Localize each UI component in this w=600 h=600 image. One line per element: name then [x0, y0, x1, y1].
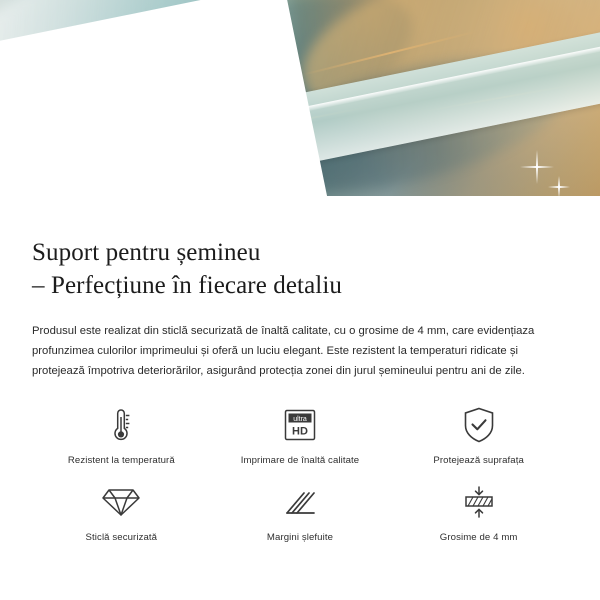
page-title	[32, 222, 568, 303]
hero-product-image	[0, 0, 600, 222]
feature-item-print-quality	[211, 403, 390, 466]
polished-edges-icon	[281, 480, 319, 524]
thickness-4mm-icon	[459, 480, 499, 524]
diamond-icon	[101, 480, 141, 524]
feature-item-tempered-glass	[32, 480, 211, 543]
ultra-badge-text: ultra	[293, 415, 307, 423]
feature-grid	[32, 403, 568, 543]
page-title-line-1: Suport pentru șemineu	[32, 239, 261, 266]
feature-label: Protejează suprafața	[433, 454, 524, 466]
feature-label: Sticlă securizată	[85, 531, 158, 543]
feature-item-polished-edges	[211, 480, 390, 543]
feature-item-surface-protection	[389, 403, 568, 466]
thermometer-icon	[104, 403, 138, 447]
page-title-line-2: – Perfecțiune în fiecare detaliu	[32, 272, 342, 300]
hero-white-mask-bottom	[0, 196, 600, 222]
feature-label: Rezistent la temperatură	[67, 454, 175, 466]
feature-label: Grosime de 4 mm	[439, 531, 518, 543]
feature-item-temperature-resistant	[32, 403, 211, 466]
ultra-hd-icon	[281, 403, 319, 447]
hd-badge-text: HD	[292, 425, 308, 438]
shield-check-icon	[461, 403, 497, 447]
feature-label: Imprimare de înaltă calitate	[240, 454, 360, 466]
hero-white-mask-left	[0, 0, 332, 222]
content-area	[0, 222, 600, 543]
feature-item-thickness	[389, 480, 568, 543]
product-description-paragraph: Produsul este realizat din sticlă securizată de înaltă calitate, cu o grosime de 4 mm, care evidențiaza profunzimea culorilor imprimeului și oferă un luciu elegant. Este rezistent la temperaturi ridicate și protejează împotriva deteriorărilor, asigurând protecția zonei din jurul șemineului pentru ani de zile.	[32, 324, 535, 377]
feature-label: Margini șlefuite	[266, 531, 334, 543]
